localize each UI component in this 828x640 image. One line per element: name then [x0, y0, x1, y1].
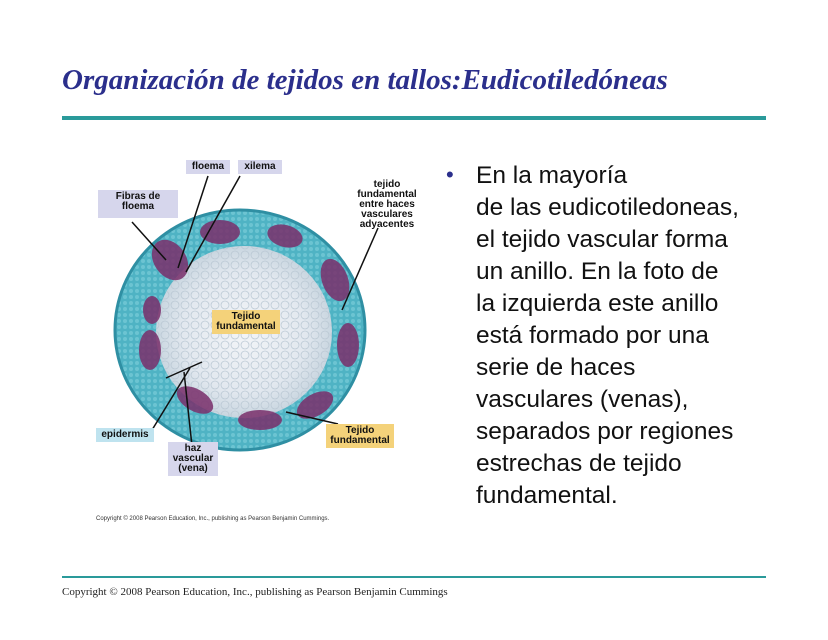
- label-tejido-fundamental-abajo: Tejido fundamental: [326, 424, 394, 448]
- label-epidermis: epidermis: [96, 428, 154, 442]
- label-fibras-de-floema: Fibras de floema: [98, 190, 178, 218]
- bullet-list: [444, 160, 804, 512]
- bullet-marker: •: [446, 162, 454, 187]
- title-divider: [62, 116, 766, 120]
- footer-divider: [62, 576, 766, 578]
- label-tejido-fundamental-centro: Tejido fundamental: [212, 310, 280, 334]
- label-floema: floema: [186, 160, 230, 174]
- figure-credit: Copyright © 2008 Pearson Education, Inc., publishing as Pearson Benjamin Cummings.: [96, 516, 330, 522]
- bullet-text: En la mayoría de las eudicotiledoneas, el tejido vascular forma un anillo. En la foto de la izquierda este anillo está formado por una serie de haces vasculares (venas), separados por regiones estrechas de tejido fundamental.: [476, 162, 739, 509]
- label-tejido-entre-haces: tejido fundamental entre haces vasculares adyacentes: [357, 179, 417, 230]
- stem-cross-section-figure: [80, 150, 420, 530]
- label-haz-vascular: haz vascular (vena): [168, 442, 218, 476]
- label-xilema: xilema: [238, 160, 282, 174]
- slide-title: Organización de tejidos en tallos:Eudicotiledóneas: [62, 64, 668, 96]
- footer-copyright: Copyright © 2008 Pearson Education, Inc., publishing as Pearson Benjamin Cummings: [62, 586, 448, 598]
